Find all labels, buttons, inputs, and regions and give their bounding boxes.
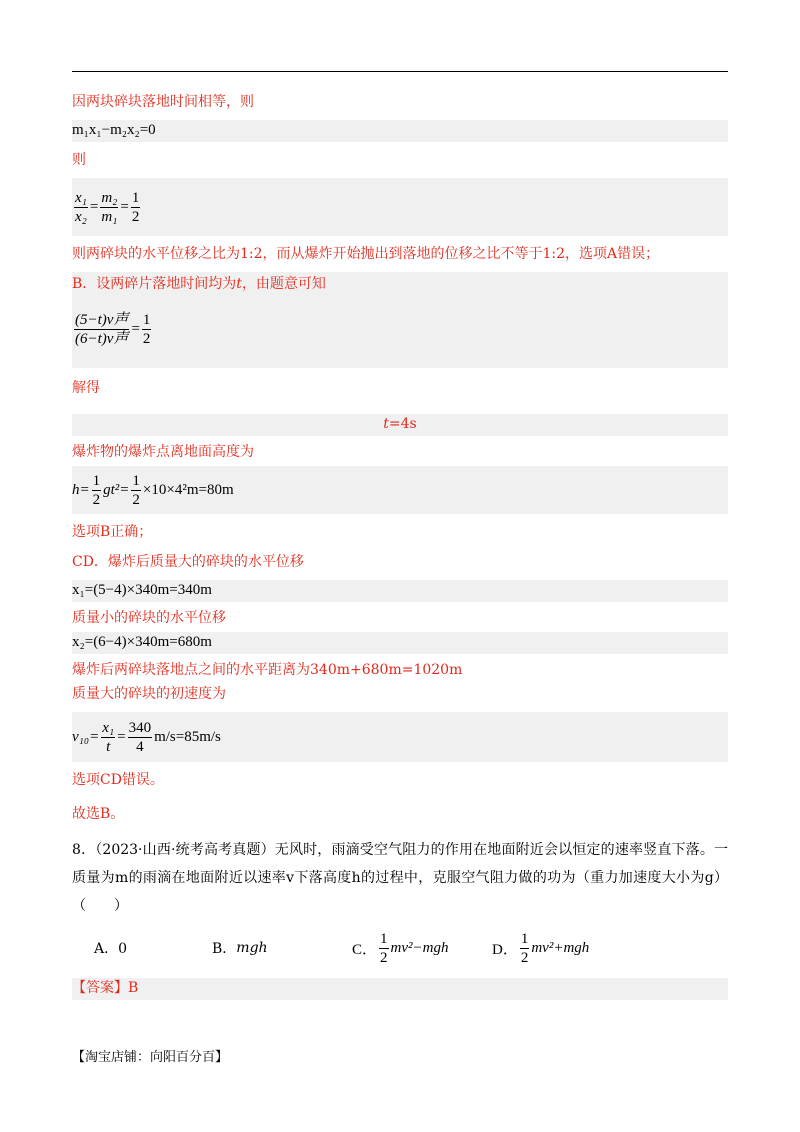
text-line: CD．爆炸后质量大的碎块的水平位移 — [72, 554, 304, 570]
denominator: 4 — [136, 738, 144, 755]
option-a: A．0 — [94, 941, 128, 957]
fraction — [100, 189, 118, 226]
denominator: (6−t)v声 — [75, 330, 129, 347]
equation: v₁₀= $\frac{\text{x₁}}{t}$ = $\frac{340}{4}$ m/s=85m/s — [72, 712, 728, 762]
option-label: B． — [212, 941, 237, 957]
text-line: 爆炸物的爆炸点离地面高度为 — [72, 444, 254, 460]
footer-shop: 【淘宝店铺：向阳百分百】 — [72, 1050, 229, 1065]
solution-content — [72, 92, 728, 1000]
option-value: mv²+mgh — [531, 939, 590, 956]
header-rule — [72, 71, 728, 72]
text-line: 质量小的碎块的水平位移 — [72, 610, 226, 626]
text-line: 则 — [72, 152, 86, 168]
question-text: 8．（2023·山西·统考高考真题）无风时，雨滴受空气阻力的作用在地面附近会以恒定的速率竖直下落。一质量为m的雨滴在地面附近以速率v下落高度h的过程中，克服空气阻力做的功为（重力加速度大小为g）（ ） — [72, 842, 728, 914]
text-line: 解得 — [72, 380, 100, 396]
denominator: m₁ — [101, 208, 118, 225]
text-line: 则两碎块的水平位移之比为1:2，而从爆炸开始抛出到落地的位移之比不等于1:2，选项A错误； — [72, 246, 660, 262]
fraction — [74, 311, 129, 348]
answer-line: 【答案】B — [72, 978, 728, 1000]
numerator: (5−t)v声 — [75, 311, 129, 328]
text-line: 选项B正确； — [72, 524, 153, 540]
equation: $\frac{\text{(5−t)v声}}{\text{(6−t)v声}}$ = $\frac{1}{2}$ — [75, 311, 151, 347]
option-label: D． — [492, 941, 518, 958]
fraction: $\frac{1}{2}$ — [520, 930, 529, 966]
fraction — [101, 719, 115, 756]
equation-segment: gt²= — [103, 481, 130, 498]
variable: t — [383, 416, 389, 432]
equation — [72, 466, 728, 514]
option-b — [212, 926, 352, 970]
option-label: C． — [352, 941, 378, 958]
numerator: m₂ — [101, 189, 118, 206]
option-c — [352, 926, 492, 970]
equation-block — [72, 272, 728, 368]
fraction: $\frac{1}{2}$ — [92, 472, 101, 508]
equation: x₂=(6−4)×340m=680m — [72, 632, 728, 654]
numerator: 1 — [142, 311, 151, 328]
options-row — [72, 926, 728, 970]
fraction — [128, 719, 153, 756]
denominator: t — [106, 738, 111, 755]
equation: $\frac{\text{x₁}}{\text{x₂}}$ = $\frac{\text{m₂}}{\text{m₁}}$ = $\frac{1}{2}$ — [72, 178, 728, 236]
text-line: 因两块碎块落地时间相等，则 — [72, 94, 254, 110]
option-value: mv²−mgh — [390, 939, 449, 956]
fraction — [131, 189, 141, 226]
equation: x₁=(5−4)×340m=340m — [72, 580, 728, 602]
text-line: 爆炸后两碎块落地点之间的水平距离为340m+680m=1020m — [72, 662, 463, 678]
numerator: x₁ — [102, 719, 115, 736]
result-line — [72, 414, 728, 436]
fraction: $\frac{1}{2}$ — [380, 930, 388, 966]
fraction — [74, 189, 88, 226]
text-segment: B．设两碎片落地时间均为 — [72, 276, 237, 292]
equation: m₁x₁−m₂x₂=0 — [72, 120, 728, 142]
option-d — [492, 926, 632, 970]
text-line: 质量大的碎块的初速度为 — [72, 686, 226, 702]
fraction — [142, 311, 152, 348]
variable: t — [236, 276, 242, 292]
denominator: 2 — [131, 208, 140, 225]
denominator: 2 — [142, 330, 151, 347]
equation-segment: v₁₀= — [72, 728, 100, 745]
fraction: $\frac{1}{2}$ — [132, 472, 140, 508]
equation-segment: m/s=85m/s — [154, 728, 221, 745]
text-line — [72, 274, 728, 304]
text-segment: ，由题意可知 — [241, 276, 326, 292]
text-line: 选项CD错误。 — [72, 772, 164, 788]
option-value: mgh — [236, 940, 268, 956]
denominator: x₂ — [75, 208, 87, 225]
numerator: 340 — [128, 719, 152, 736]
text-line: 故选B。 — [72, 806, 125, 822]
equation-segment: h= — [72, 481, 90, 498]
numerator: 1 — [131, 189, 140, 206]
text-segment: =4s — [388, 416, 417, 432]
numerator: x₁ — [75, 189, 87, 206]
equation-segment: ×10×4²m=80m — [142, 481, 234, 498]
